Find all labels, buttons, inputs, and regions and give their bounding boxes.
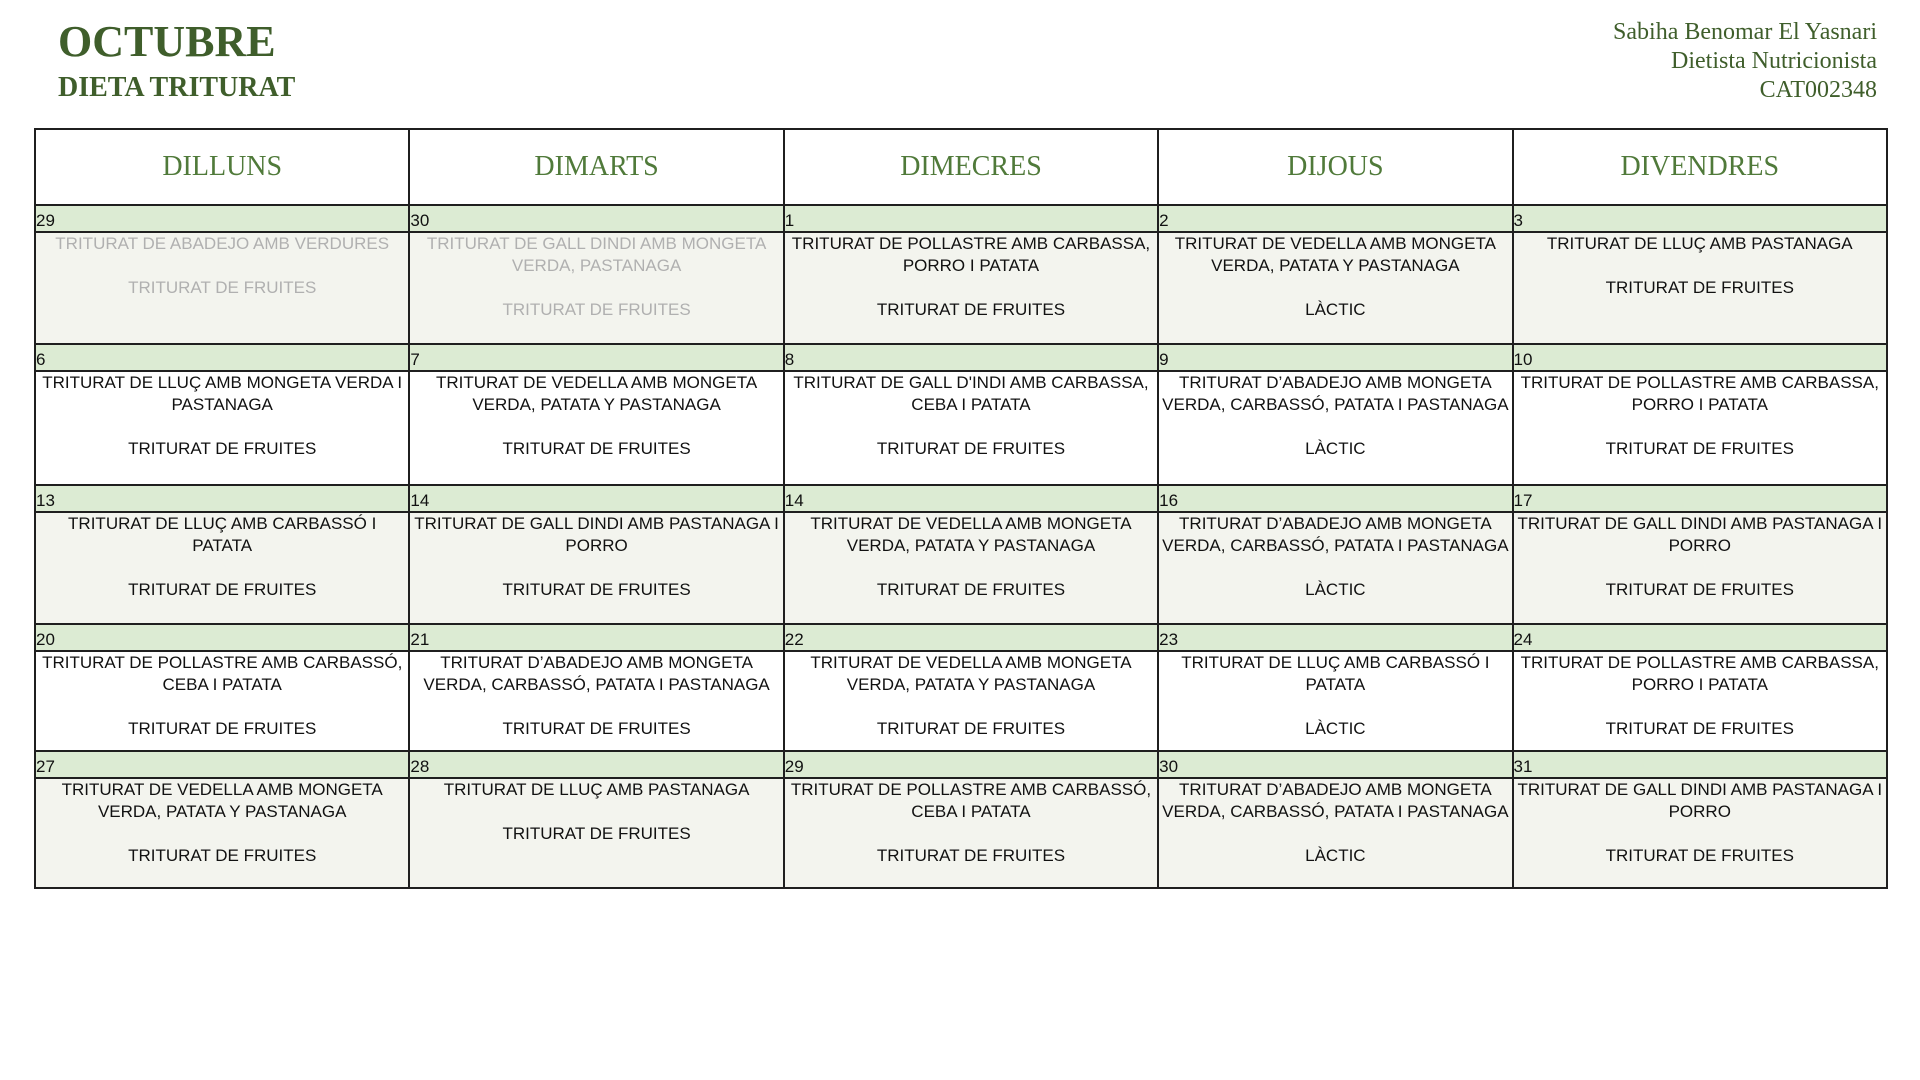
date-cell: 7 xyxy=(409,344,783,371)
date-cell: 16 xyxy=(1158,485,1512,512)
date-cell: 14 xyxy=(784,485,1158,512)
date-cell: 10 xyxy=(1513,344,1887,371)
dish-text: TRITURAT DE POLLASTRE AMB CARBASSA, PORRO I PATATA xyxy=(1520,653,1879,694)
date-cell: 29 xyxy=(35,205,409,232)
date-cell: 6 xyxy=(35,344,409,371)
dish-text: TRITURAT DE VEDELLA AMB MONGETA VERDA, PATATA Y PASTANAGA xyxy=(810,653,1132,694)
page-title: OCTUBRE xyxy=(58,17,276,66)
meal-cell xyxy=(1513,651,1887,751)
author-code: CAT002348 xyxy=(1759,77,1877,103)
extra-text: TRITURAT DE FRUITES xyxy=(502,580,691,599)
date-cell: 23 xyxy=(1158,624,1512,651)
extra-text: TRITURAT DE FRUITES xyxy=(876,846,1066,865)
extra-text: LÀCTIC xyxy=(1305,580,1366,599)
date-cell: 14 xyxy=(409,485,783,512)
dish-text: TRITURAT DE GALL DINDI AMB PASTANAGA I PORRO xyxy=(1517,514,1883,555)
extra-text: TRITURAT DE FRUITES xyxy=(1605,439,1794,458)
date-cell: 13 xyxy=(35,485,409,512)
dish-text: TRITURAT DE LLUÇ AMB PASTANAGA xyxy=(1546,234,1853,253)
meal-cell xyxy=(35,232,409,344)
meal-cell xyxy=(409,651,783,751)
date-cell: 21 xyxy=(409,624,783,651)
extra-text: LÀCTIC xyxy=(1305,719,1366,738)
author-block xyxy=(1613,18,1877,105)
dish-text: TRITURAT D’ABADEJO AMB MONGETA VERDA, CARBASSÓ, PATATA I PASTANAGA xyxy=(1162,514,1509,555)
dish-text: TRITURAT DE VEDELLA AMB MONGETA VERDA, PATATA Y PASTANAGA xyxy=(1174,234,1496,275)
diet-subtitle: DIETA TRITURAT xyxy=(58,72,296,103)
meal-row xyxy=(35,512,1887,624)
weekday-header: DIJOUS xyxy=(1158,129,1512,205)
meal-cell xyxy=(409,512,783,624)
extra-text: TRITURAT DE FRUITES xyxy=(1605,580,1794,599)
date-cell: 29 xyxy=(784,751,1158,778)
meal-cell xyxy=(1158,371,1512,485)
date-row xyxy=(35,624,1887,651)
extra-text: LÀCTIC xyxy=(1305,846,1366,865)
meal-cell xyxy=(1513,232,1887,344)
date-cell: 20 xyxy=(35,624,409,651)
meal-cell xyxy=(35,778,409,888)
date-cell: 8 xyxy=(784,344,1158,371)
dish-text: TRITURAT DE LLUÇ AMB PASTANAGA xyxy=(443,780,750,799)
extra-text: TRITURAT DE FRUITES xyxy=(876,580,1066,599)
meal-cell xyxy=(1158,232,1512,344)
dish-text: TRITURAT DE ABADEJO AMB VERDURES xyxy=(55,234,390,253)
meal-cell xyxy=(409,232,783,344)
meal-cell xyxy=(35,651,409,751)
dish-text: TRITURAT DE VEDELLA AMB MONGETA VERDA, PATATA Y PASTANAGA xyxy=(435,373,758,414)
dish-text: TRITURAT D’ABADEJO AMB MONGETA VERDA, CARBASSÓ, PATATA I PASTANAGA xyxy=(1162,780,1509,821)
date-cell: 30 xyxy=(409,205,783,232)
dish-text: TRITURAT DE GALL DINDI AMB PASTANAGA I PORRO xyxy=(414,514,779,555)
date-cell: 30 xyxy=(1158,751,1512,778)
date-cell: 24 xyxy=(1513,624,1887,651)
weekday-header: DIMECRES xyxy=(784,129,1158,205)
meal-cell xyxy=(784,232,1158,344)
dish-text: TRITURAT DE GALL D'INDI AMB CARBASSA, CEBA I PATATA xyxy=(793,373,1149,414)
extra-text: TRITURAT DE FRUITES xyxy=(128,278,317,297)
extra-text: TRITURAT DE FRUITES xyxy=(876,439,1066,458)
meal-cell xyxy=(784,512,1158,624)
author-name: Sabiha Benomar El Yasnari xyxy=(1613,19,1877,45)
dish-text: TRITURAT DE POLLASTRE AMB CARBASSÓ, CEBA I PATATA xyxy=(42,653,403,694)
dish-text: TRITURAT DE VEDELLA AMB MONGETA VERDA, PATATA Y PASTANAGA xyxy=(61,780,383,821)
menu-calendar xyxy=(34,128,1888,889)
extra-text: TRITURAT DE FRUITES xyxy=(876,719,1066,738)
meal-cell xyxy=(1158,651,1512,751)
dish-text: TRITURAT DE LLUÇ AMB MONGETA VERDA I PASTANAGA xyxy=(42,373,403,414)
dish-text: TRITURAT DE VEDELLA AMB MONGETA VERDA, PATATA Y PASTANAGA xyxy=(810,514,1132,555)
extra-text: LÀCTIC xyxy=(1305,439,1366,458)
extra-text: TRITURAT DE FRUITES xyxy=(502,719,691,738)
date-row xyxy=(35,751,1887,778)
date-row xyxy=(35,485,1887,512)
dish-text: TRITURAT DE GALL DINDI AMB PASTANAGA I PORRO xyxy=(1517,780,1883,821)
extra-text: TRITURAT DE FRUITES xyxy=(128,719,317,738)
extra-text: TRITURAT DE FRUITES xyxy=(1605,846,1794,865)
date-cell: 9 xyxy=(1158,344,1512,371)
extra-text: TRITURAT DE FRUITES xyxy=(128,846,317,865)
extra-text: TRITURAT DE FRUITES xyxy=(876,300,1066,319)
extra-text: LÀCTIC xyxy=(1305,300,1366,319)
meal-cell xyxy=(784,371,1158,485)
date-row xyxy=(35,344,1887,371)
meal-cell xyxy=(409,778,783,888)
dish-text: TRITURAT DE POLLASTRE AMB CARBASSA, PORRO I PATATA xyxy=(791,234,1151,275)
date-cell: 3 xyxy=(1513,205,1887,232)
meal-cell xyxy=(1513,778,1887,888)
weekday-header: DIMARTS xyxy=(409,129,783,205)
dish-text: TRITURAT DE POLLASTRE AMB CARBASSÓ, CEBA I PATATA xyxy=(790,780,1152,821)
meal-cell xyxy=(1158,778,1512,888)
meal-cell xyxy=(1158,512,1512,624)
dish-text: TRITURAT D’ABADEJO AMB MONGETA VERDA, CARBASSÓ, PATATA I PASTANAGA xyxy=(423,653,770,694)
extra-text: TRITURAT DE FRUITES xyxy=(1605,719,1794,738)
date-cell: 28 xyxy=(409,751,783,778)
title-block xyxy=(58,14,295,106)
extra-text: TRITURAT DE FRUITES xyxy=(502,824,691,843)
meal-row xyxy=(35,371,1887,485)
date-row xyxy=(35,205,1887,232)
extra-text: TRITURAT DE FRUITES xyxy=(502,300,691,319)
extra-text: TRITURAT DE FRUITES xyxy=(1605,278,1794,297)
weekday-header: DILLUNS xyxy=(35,129,409,205)
date-cell: 17 xyxy=(1513,485,1887,512)
author-role: Dietista Nutricionista xyxy=(1671,48,1877,74)
meal-cell xyxy=(35,371,409,485)
date-cell: 1 xyxy=(784,205,1158,232)
date-cell: 27 xyxy=(35,751,409,778)
date-cell: 31 xyxy=(1513,751,1887,778)
dish-text: TRITURAT DE GALL DINDI AMB MONGETA VERDA, PASTANAGA xyxy=(426,234,767,275)
meal-cell xyxy=(409,371,783,485)
dish-text: TRITURAT DE POLLASTRE AMB CARBASSA, PORRO I PATATA xyxy=(1520,373,1879,414)
dish-text: TRITURAT DE LLUÇ AMB CARBASSÓ I PATATA xyxy=(1181,653,1490,694)
extra-text: TRITURAT DE FRUITES xyxy=(128,580,317,599)
meal-row xyxy=(35,651,1887,751)
meal-row xyxy=(35,778,1887,888)
meal-cell xyxy=(784,778,1158,888)
dish-text: TRITURAT D’ABADEJO AMB MONGETA VERDA, CARBASSÓ, PATATA I PASTANAGA xyxy=(1162,373,1509,414)
meal-cell xyxy=(784,651,1158,751)
meal-row xyxy=(35,232,1887,344)
weekday-header: DIVENDRES xyxy=(1513,129,1887,205)
dish-text: TRITURAT DE LLUÇ AMB CARBASSÓ I PATATA xyxy=(68,514,377,555)
extra-text: TRITURAT DE FRUITES xyxy=(502,439,691,458)
meal-cell xyxy=(1513,512,1887,624)
meal-cell xyxy=(1513,371,1887,485)
meal-cell xyxy=(35,512,409,624)
date-cell: 22 xyxy=(784,624,1158,651)
weekday-header-row xyxy=(35,129,1887,205)
date-cell: 2 xyxy=(1158,205,1512,232)
extra-text: TRITURAT DE FRUITES xyxy=(128,439,317,458)
